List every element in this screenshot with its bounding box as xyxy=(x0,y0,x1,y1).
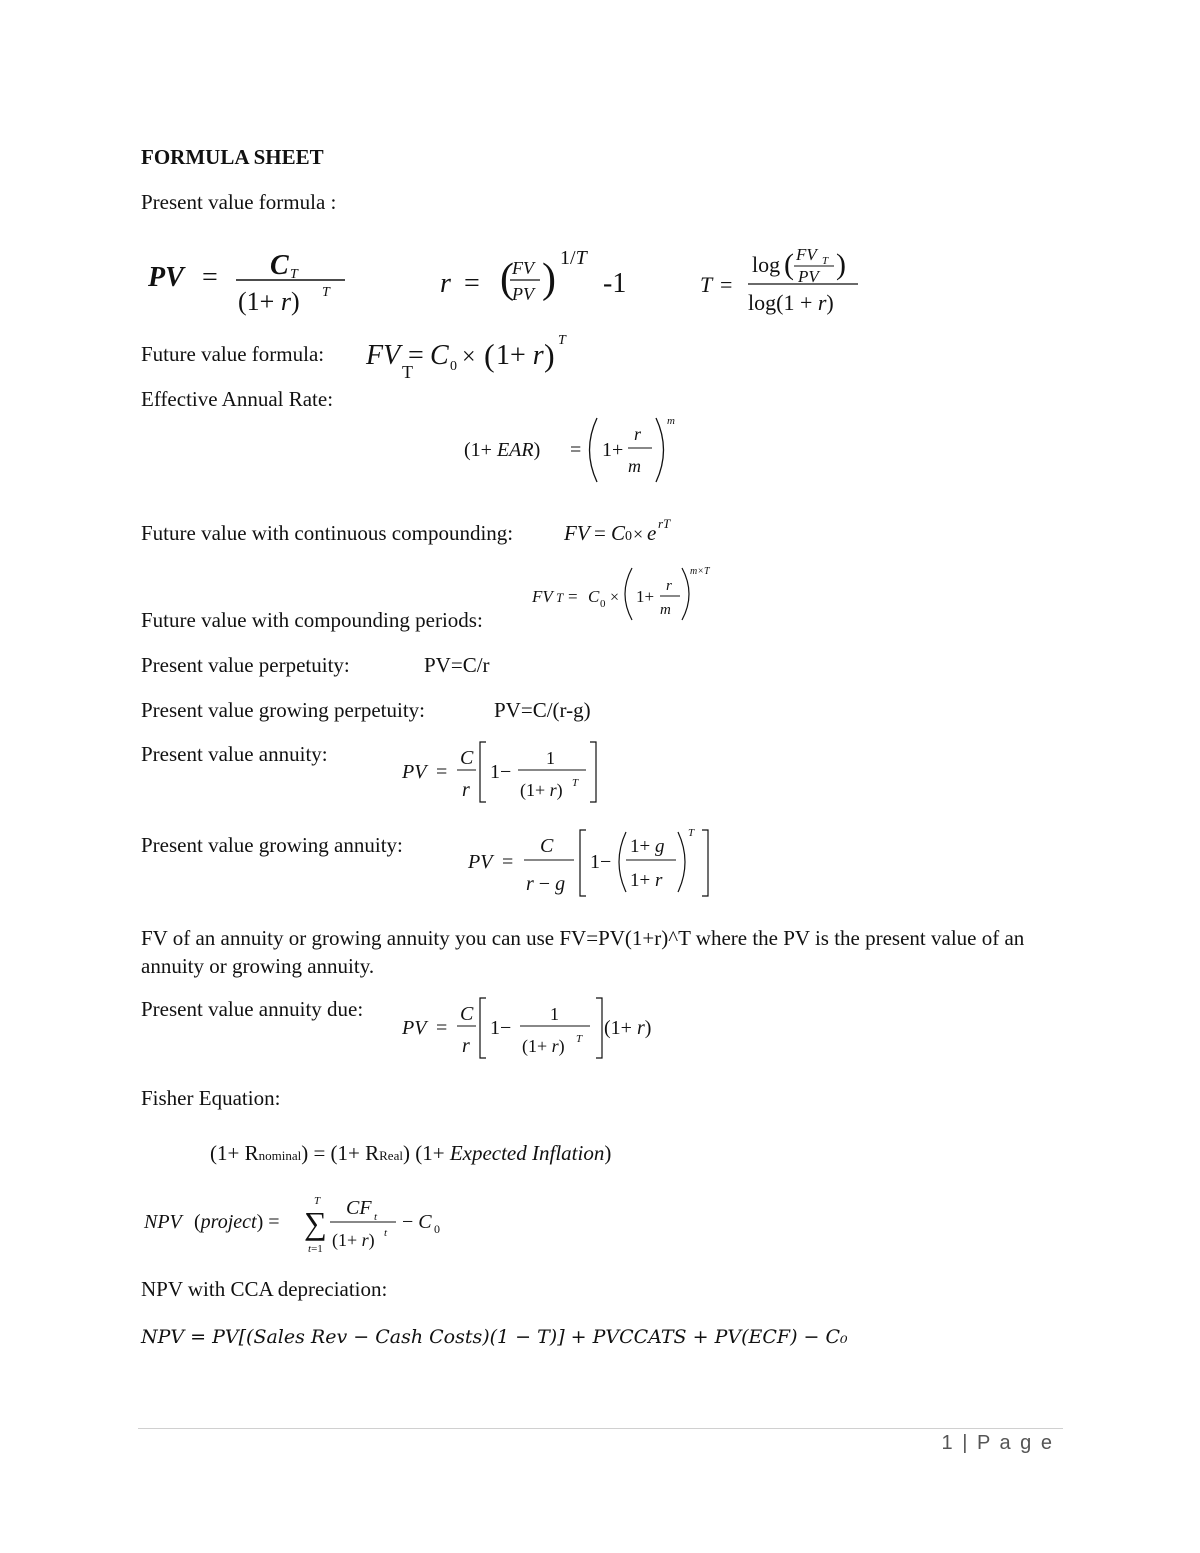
svg-text:e: e xyxy=(647,521,657,545)
ear-equation xyxy=(464,410,684,490)
svg-text:1+: 1+ xyxy=(602,439,624,461)
svg-text:C: C xyxy=(460,747,474,769)
page-number: 1 xyxy=(941,1432,955,1454)
svg-text:×: × xyxy=(610,589,620,606)
svg-text:1−: 1− xyxy=(490,761,512,783)
svg-text:C: C xyxy=(588,587,600,606)
npv-cca-label: NPV with CCA depreciation: xyxy=(141,1277,388,1301)
svg-text:=: = xyxy=(464,268,480,299)
svg-text:FV: FV xyxy=(512,258,534,278)
svg-text:FV: FV xyxy=(796,245,817,264)
svg-text:FV: FV xyxy=(564,521,590,545)
svg-text:m: m xyxy=(628,456,641,476)
svg-text:(1+ r): (1+ r) xyxy=(332,1230,375,1250)
time-equation xyxy=(700,236,880,320)
svg-text:T: T xyxy=(290,267,298,282)
svg-text:1+: 1+ xyxy=(636,587,655,606)
svg-text:FV: FV xyxy=(366,340,401,371)
svg-text:0: 0 xyxy=(450,359,457,374)
pv-annuity-label: Present value annuity: xyxy=(141,742,328,766)
svg-text:0: 0 xyxy=(600,598,606,610)
svg-text:T: T xyxy=(558,333,566,348)
svg-text:∑: ∑ xyxy=(304,1205,327,1241)
pv-annuity-due-label: Present value annuity due: xyxy=(141,997,364,1021)
pv-growing-perpetuity-label: Present value growing perpetuity: xyxy=(141,698,426,722)
svg-text:(: ( xyxy=(484,337,495,373)
svg-text:t: t xyxy=(384,1227,388,1239)
svg-text:): ) xyxy=(836,248,846,281)
fv-periods-label: Future value with compounding periods: xyxy=(141,608,483,632)
rate-equation xyxy=(440,240,640,320)
fv-periods-equation xyxy=(532,560,722,630)
svg-text:T: T xyxy=(700,272,713,297)
future-value-equation xyxy=(364,330,584,386)
svg-text:− C: − C xyxy=(402,1211,432,1233)
fv-continuous-equation xyxy=(564,514,694,550)
svg-text:T: T xyxy=(556,590,564,605)
svg-text:CF: CF xyxy=(346,1197,372,1219)
svg-text:(1+ EAR): (1+ EAR) xyxy=(464,439,541,461)
svg-text:): ) xyxy=(542,256,556,302)
svg-text:r: r xyxy=(666,578,672,594)
svg-text:C: C xyxy=(460,1003,474,1025)
svg-text:log: log xyxy=(752,252,781,277)
fisher-equation xyxy=(210,1136,680,1170)
svg-text:(1+ Rnominal) = (1+ RReal) (1+: (1+ Rnominal) = (1+ RReal) (1+ Expected Inflation) xyxy=(210,1141,612,1165)
svg-text:PV: PV xyxy=(468,851,493,873)
svg-text:1: 1 xyxy=(550,1004,559,1024)
svg-text:T: T xyxy=(322,285,330,300)
svg-text:T: T xyxy=(576,1033,583,1045)
svg-text:m: m xyxy=(667,415,675,427)
svg-text:0: 0 xyxy=(434,1222,440,1236)
svg-text:PV: PV xyxy=(512,284,534,304)
svg-text:1+ g: 1+ g xyxy=(630,836,665,857)
svg-text:=: = xyxy=(436,1017,448,1039)
svg-text:=: = xyxy=(502,851,514,873)
fv-continuous-label: Future value with continuous compounding: xyxy=(141,521,514,545)
pv-growing-annuity-label: Present value growing annuity: xyxy=(141,833,403,857)
svg-text:C: C xyxy=(540,835,554,857)
npv-project-equation xyxy=(144,1190,454,1256)
svg-text:T: T xyxy=(572,777,579,789)
npv-cca-formula: NPV = PV[(Sales Rev − Cash Costs)(1 − T)] + PVCCATS + PV(ECF) − C₀ xyxy=(141,1326,848,1348)
svg-text:NPV: NPV xyxy=(144,1211,182,1233)
svg-text:T: T xyxy=(314,1195,321,1207)
svg-text:rT: rT xyxy=(658,516,671,531)
svg-text:PV: PV xyxy=(402,1017,427,1039)
svg-text:=: = xyxy=(570,439,582,461)
present-value-equation xyxy=(140,240,380,320)
svg-text:1/T: 1/T xyxy=(560,247,587,269)
svg-text:t: t xyxy=(374,1211,378,1223)
svg-text:): ) xyxy=(544,337,555,373)
svg-text:1+ r: 1+ r xyxy=(630,870,663,891)
page-label: | P a g e xyxy=(962,1432,1054,1454)
pv-annuity-due-equation xyxy=(400,994,670,1064)
svg-text:(1+ r): (1+ r) xyxy=(604,1017,652,1039)
svg-text:FV: FV xyxy=(532,587,553,606)
svg-text:m×T: m×T xyxy=(690,566,710,577)
svg-text:PV: PV xyxy=(402,761,427,783)
svg-text:1−: 1− xyxy=(590,851,612,873)
svg-text:T: T xyxy=(822,255,829,267)
svg-text:(1+ r): (1+ r) xyxy=(522,1036,565,1056)
svg-text:r: r xyxy=(462,1035,470,1057)
svg-text:=: = xyxy=(594,521,606,545)
svg-text:=: = xyxy=(408,340,424,371)
svg-text:1: 1 xyxy=(546,748,555,768)
footer-divider xyxy=(138,1428,1063,1429)
svg-text:=: = xyxy=(720,272,733,297)
svg-text:1−: 1− xyxy=(490,1017,512,1039)
pv-growing-annuity-equation xyxy=(466,824,716,902)
svg-text:r: r xyxy=(440,268,451,299)
svg-text:(1+ r): (1+ r) xyxy=(520,780,563,800)
fv-annuity-note: FV of an annuity or growing annuity you can use FV=PV(1+r)^T where the PV is the present value of an annuity or growing annuity. xyxy=(141,926,1025,978)
svg-text:-1: -1 xyxy=(603,268,627,299)
ear-label: Effective Annual Rate: xyxy=(141,387,334,411)
pv-perpetuity-label: Present value perpetuity: xyxy=(141,653,350,677)
svg-text:PV: PV xyxy=(798,267,819,286)
svg-text:r: r xyxy=(462,779,470,801)
svg-text:PV: PV xyxy=(148,262,184,293)
pv-perpetuity-formula: PV=C/r xyxy=(424,653,490,677)
svg-text:×: × xyxy=(633,524,644,544)
svg-text:C: C xyxy=(430,340,449,371)
page-footer xyxy=(942,1432,1054,1455)
svg-text:(: ( xyxy=(784,248,794,281)
svg-text:=: = xyxy=(568,587,578,606)
svg-text:log(1 + r): log(1 + r) xyxy=(748,290,834,315)
pv-annuity-equation xyxy=(400,738,610,808)
svg-text:T: T xyxy=(688,827,695,839)
svg-text:t=1: t=1 xyxy=(308,1243,323,1255)
svg-text:×: × xyxy=(462,344,476,370)
svg-text:(: ( xyxy=(500,256,514,302)
svg-text:r − g: r − g xyxy=(526,873,566,895)
svg-text:(project) =: (project) = xyxy=(194,1211,280,1233)
svg-text:=: = xyxy=(436,761,448,783)
svg-text:m: m xyxy=(660,602,671,618)
svg-text:r: r xyxy=(634,424,642,444)
svg-text:C: C xyxy=(270,250,289,281)
page-title: FORMULA SHEET xyxy=(141,145,324,169)
future-value-label: Future value formula: xyxy=(141,342,325,366)
svg-text:=: = xyxy=(202,262,218,293)
svg-text:1+ r: 1+ r xyxy=(496,340,544,371)
svg-text:(1+ r): (1+ r) xyxy=(238,287,300,316)
fisher-label: Fisher Equation: xyxy=(141,1086,281,1110)
pv-growing-perpetuity-formula: PV=C/(r-g) xyxy=(494,698,591,722)
svg-text:C: C xyxy=(611,521,626,545)
svg-text:0: 0 xyxy=(625,529,632,544)
svg-text:T: T xyxy=(402,362,413,382)
present-value-label: Present value formula : xyxy=(141,190,337,214)
